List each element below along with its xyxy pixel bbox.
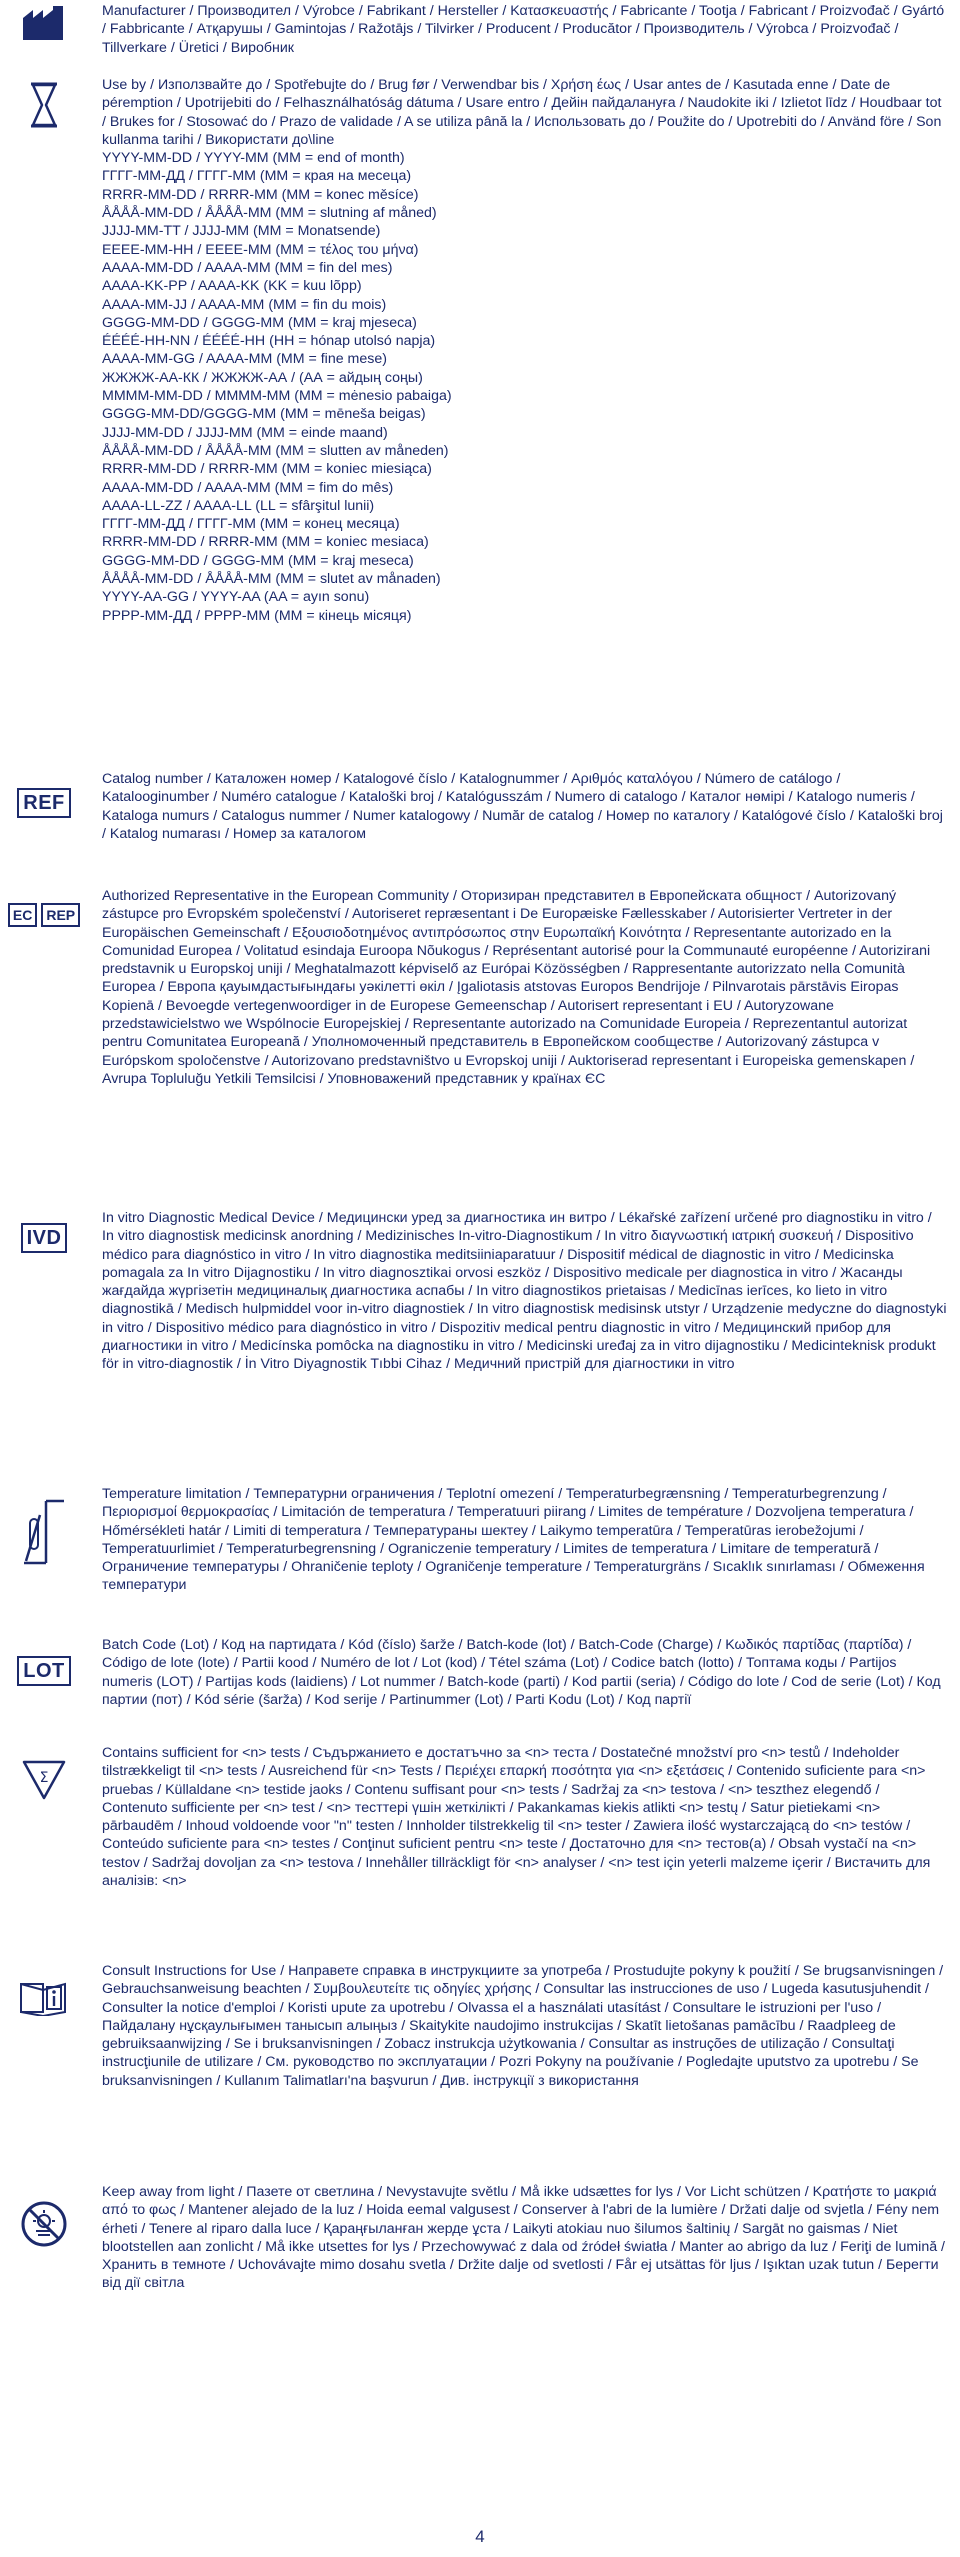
date-format-line: ЖЖЖЖ-АА-КК / ЖЖЖЖ-АА / (АА = айдың соңы)	[102, 369, 423, 386]
symbol-description: Authorized Representative in the European Community / Оторизиран представител в Европейската общност / Autorizovaný zástupce pro Evropském společenství / Autoriseret repræsentant i De Europæiske Fællesskaber / Autorisierter Vertreter in der Europäischen Gemeinschaft / Εξουσιοδοτημένος αντιπρόσωπος στην Ευρωπαϊκή Κοινότητα / Representante autorizado en la Comunidad Europea / Volitatud esindaja Euroopa Nõukogus / Représentant autorisé pour la Communauté européenne / Autorizirani predstavnik u Europskoj uniji / Meghatalmazott képviselő az Európai Közösségben / Rappresentante autorizzato nella Comunità Europea / Европа қауымдастығындағы уәкілетті өкіл / Įgaliotasis atstovas Europos Bendrijoje / Pilnvarotais pārstāvis Eiropas Kopienā / Bevoegde vertegenwoordiger in de Europese Gemeenschap / Autorisert representant i EU / Autoryzowane przedstawicielstwo we Wspólnocie Europejskiej / Representante autorizado na Comunidade Europeia / Reprezentantul autorizat pentru Comunitatea Europeană / Уполномоченный представитель в Европейском сообществе / Autorizovaný zástupca v Európskom spoločenstve / Autorizovano predstavništvo u Evropskoj uniji / Auktoriserad representant i Europeiska gemenskapen / Avrupa Topluluğu Yetkili Temsilcisi / Уповноважений представник у країнах ЄС	[102, 888, 931, 1087]
date-format-line: GGGG-MM-DD/GGGG-MM (MM = mēneša beigas)	[102, 406, 426, 423]
date-format-line: GGGG-MM-DD / GGGG-MM (MM = kraj meseca)	[102, 552, 414, 569]
ref-icon-cell	[14, 788, 74, 818]
ec-rep-icon	[8, 903, 80, 927]
ref-catalog-icon: REF	[17, 788, 71, 818]
symbol-description: Manufacturer / Производител / Výrobce / Fabrikant / Hersteller / Κατασκευαστής / Fabricante / Tootja / Fabricant / Proizvođač / Gyártó / Fabbricante / Атқарушы / Gamintojas / Ražotājs / Tilvirker / Producent / Producător / Производитель / Výrobca / Proizvođač / Tillverkare / Üretici / Виробник	[102, 3, 945, 56]
date-format-line: MMMM-MM-DD / MMMM-MM (MM = mėnesio pabaiga)	[102, 388, 452, 405]
date-format-line: JJJJ-MM-TT / JJJJ-MM (MM = Monatsende)	[102, 223, 381, 240]
date-format-line: RRRR-MM-DD / RRRR-MM (MM = koniec mesiaca)	[102, 534, 429, 551]
ivd-icon: IVD	[21, 1223, 68, 1253]
ec-label: EC	[8, 903, 37, 927]
symbol-description: Keep away from light / Пазете от светлина / Nevystavujte světlu / Må ikke udsættes for lys / Vor Licht schützen / Κρατήστε το μακριά από το φως / Mantener alejado de la luz / Hoida eemal valgusest / Conserver à l'abri de la lumière / Držati dalje od svjetla / Fény nem érheti / Tenere al riparo dalla luce / Қараңғыланған жерде ұста / Laikyti atokiau nuo šilumos šaltinių / Sargāt no gaismas / Niet blootstellen aan zonlicht / Må ikke utsettes for lys / Przechowywać z dala od źródeł światła / Manter ao abrigo da luz / Feriţi de lumină / Хранить в темноте / Uchovávajte mimo dosahu svetla / Držite dalje od svetlosti / Får ej utsättas för ljus / Işıktan uzak tutun / Берегти від дії світла	[102, 2184, 945, 2292]
contains-sufficient-sigma-icon	[14, 1758, 74, 1802]
symbol-description: Consult Instructions for Use / Направете справка в инструкциите за употреба / Prostudujte pokyny k použití / Se brugsanvisningen / Gebrauchsanweisung beachten / Συμβουλευτείτε τις οδηγίες χρήσης / Consultar las instrucciones de uso / Lugeda kasutusjuhendit / Consulter la notice d'emploi / Koristi upute za upotrebu / Olvassa el a használati utasítást / Consultare le istruzioni per l'uso / Пайдалану нұсқаулығымен танысып алыңыз / Skaitykite naudojimo instrukcijas / Skatīt lietošanas pamācību / Raadpleeg de gebruiksaanwijzing / Se i bruksanvisningen / Zobacz instrukcja użytkowania / Consultar as instruções de utilização / Consultaţi instrucţiunile de utilizare / См. руководство по эксплуатации / Pozri Pokyny na používanie / Pogledajte uputstvo za upotrebu / Se bruksanvisningen / Kullanım Talimatları'na başvurun / Див. інструкції з використання	[102, 1963, 944, 2089]
lot-icon-cell	[14, 1656, 74, 1686]
keep-away-from-light-icon	[14, 2199, 74, 2249]
date-format-line: RRRR-MM-DD / RRRR-MM (MM = koniec miesiąca)	[102, 461, 432, 478]
lot-icon: LOT	[17, 1656, 71, 1686]
symbol-description: Contains sufficient for <n> tests / Съдържанието е достатъчно за <n> теста / Dostatečné množství pro <n> testů / Indeholder tilstrækkeligt til <n> tests / Ausreichend für <n> Tests / Περιέχει επαρκή ποσότητα για <n> εξετάσεις / Contenido suficiente para <n> pruebas / Küllaldane <n> testide jaoks / Contenu suffisant pour <n> tests / Sadržaj za <n> testova / <n> teszthez elegendő / Contenuto sufficiente per <n> test / <n> тесттері үшін жеткілікті / Pakankamas kiekis atlikti <n> testų / Satur pietiekami <n> pārbaudēm / Inhoud voldoende voor "n" testen / Innholder tilstrekkelig til <n> tester / Zawiera ilość wystarczającą do <n> testów / Conteúdo suficiente para <n> testes / Conţinut suficient pentru <n> teste / Достаточно для <n> тестов(а) / Obsah vystačí na <n> testov / Sadržaj dovoljan za <n> testova / Innehåller tillräckligt för <n> analyser / <n> test için yeterli malzeme içerir / Вистачить для аналізів: <n>	[102, 1745, 931, 1890]
ivd-icon-cell	[14, 1223, 74, 1253]
date-format-line: YYYY-MM-DD / YYYY-MM (MM = end of month)	[102, 150, 405, 167]
svg-text:Σ: Σ	[39, 1770, 49, 1786]
symbol-description: In vitro Diagnostic Medical Device / Медицински уред за диагностика ин витро / Lékařské zařízení určené pro diagnostiku in vitro / In vitro diagnostisk medicinsk anordning / Medizinisches In-vitro-Diagnostikum / In vitro διαγνωστική ιατρική συσκευή / Dispositivo médico para diagnóstico in vitro / In vitro diagnostika meditsiiniaparatuur / Dispositif médical de diagnostic in vitro / Medicinska pomagala za In vitro Dijagnostiku / In vitro diagnosztikai orvosi eszköz / Dispositivo medicale per diagnostica in vitro / Жасанды жағдайда жүргізетін медициналық диагностика аспабы / In vitro diagnostikos prietaisas / Medicīnas ierīces, ko lieto in vitro diagnostikā / Medisch hulpmiddel voor in-vitro diagnostiek / In vitro diagnostisk medisinsk utstyr / Urządzenie medyczne do diagnostyki in vitro / Dispositivo médico para diagnóstico in vitro / Dispozitiv medical pentru diagnostic in vitro / Медицинский прибор для диагностики in vitro / Medicínska pomôcka na diagnostiku in vitro / Medicinski uređaj za in vitro dijagnostiku / Medicinteknisk produkt för in vitro-diagnostik / İn Vitro Diyagnostik Tıbbi Cihaz / Медичний пристрій для діагностики in vitro	[102, 1210, 947, 1373]
symbol-description: Catalog number / Каталожен номер / Katalogové číslo / Katalognummer / Αριθμός καταλόγου / Número de catálogo / Katalooginumber / Numéro catalogue / Kataloški broj / Katalógusszám / Numero di catalogo / Каталог нөмірі / Katalogo numeris / Kataloga numurs / Catalogus nummer / Numer katalogowy / Număr de catalog / Номер по каталогу / Katalógové číslo / Kataloški broj / Katalog numarası / Номер за каталогом	[102, 771, 943, 842]
date-format-line: ÅÅÅÅ-MM-DD / ÅÅÅÅ-MM (MM = slutet av månaden)	[102, 571, 441, 588]
rep-label: REP	[41, 903, 80, 927]
symbol-description: Temperature limitation / Температурни ограничения / Teplotní omezení / Temperaturbegrænsning / Temperaturbegrenzung / Περιορισμοί θερμοκρασίας / Limitación de temperatura / Temperatuuri piirang / Limites de température / Dozvoljena temperatura / Hőmérsékleti határ / Limiti di temperatura / Температураны шектеу / Laikymo temperatūra / Temperatūras ierobežojumi / Temperatuurlimiet / Temperaturbegrensning / Ograniczenie temperatury / Limites de temperatura / Limitare de temperatură / Ограничение температуры / Ohraničenie teploty / Ograničenje temperature / Temperaturgräns / Sıcaklık sınırlaması / Обмеження температури	[102, 1486, 925, 1594]
ec-rep-icon-cell	[14, 903, 74, 927]
date-format-line: RRRR-MM-DD / RRRR-MM (MM = konec měsíce)	[102, 186, 419, 203]
date-format-line: ГГГГ-ММ-ДД / ГГГГ-ММ (ММ = конец месяца)	[102, 516, 400, 533]
manufacturer-icon	[14, 4, 74, 42]
date-format-line: GGGG-MM-DD / GGGG-MM (MM = kraj mjeseca)	[102, 314, 417, 331]
date-format-line: РРРР-ММ-ДД / РРРР-ММ (ММ = кінець місяця)	[102, 607, 412, 624]
date-format-line: ÅÅÅÅ-MM-DD / ÅÅÅÅ-MM (MM = slutten av måneden)	[102, 442, 449, 459]
date-format-line: ГГГГ-ММ-ДД / ГГГГ-ММ (ММ = края на месеца)	[102, 168, 412, 185]
symbol-description: Batch Code (Lot) / Код на партидата / Kód (číslo) šarže / Batch-kode (lot) / Batch-Code (Charge) / Κωδικός παρτίδας (παρτίδα) / Código de lote (lote) / Partii kood / Numéro de lot / Lot (kod) / Tétel száma (Lot) / Codice batch (lotto) / Топтама коды / Partijos numeris (LOT) / Partijas kods (laidiens) / Lot nummer / Batch-kode (parti) / Kod partii (seria) / Código do lote / Cod de serie (Lot) / Код партии (пот) / Kód série (šarža) / Kod serije / Partinummer (Lot) / Parti Kodu (Lot) / Код партії	[102, 1637, 941, 1708]
date-format-line: ÉÉÉÉ-HH-NN / ÉÉÉÉ-HH (HH = hónap utolsó napja)	[102, 333, 436, 350]
date-format-line: ΕΕΕΕ-ΜΜ-ΗΗ / ΕΕΕΕ-ΜΜ (ΜΜ = τέλος του μήνα)	[102, 241, 419, 258]
date-format-line: AAAA-MM-DD / AAAA-MM (MM = fim do mês)	[102, 479, 394, 496]
temperature-limitation-icon	[14, 1495, 74, 1569]
date-format-line: AAAA-MM-GG / AAAA-MM (MM = fine mese)	[102, 351, 387, 368]
use-by-icon	[14, 82, 74, 128]
date-format-line: JJJJ-MM-DD / JJJJ-MM (MM = einde maand)	[102, 424, 388, 441]
date-format-line: ÅÅÅÅ-MM-DD / ÅÅÅÅ-MM (MM = slutning af måned)	[102, 205, 437, 222]
date-format-line: AAAA-MM-JJ / AAAA-MM (MM = fin du mois)	[102, 296, 387, 313]
date-format-line: AAAA-LL-ZZ / AAAA-LL (LL = sfârşitul lunii)	[102, 497, 375, 514]
page-number: 4	[475, 2527, 485, 2546]
date-format-line: AAAA-KK-PP / AAAA-KK (KK = kuu lõpp)	[102, 278, 362, 295]
date-format-line: YYYY-AA-GG / YYYY-AA (AA = ayın sonu)	[102, 589, 370, 606]
symbol-description: Use by / Използвайте до / Spotřebujte do / Brug før / Verwendbar bis / Χρήση έως / Usar antes de / Kasutada enne / Date de péremption / Upotrijebiti do / Felhasználhatóság dátuma / Usare entro / Дейін пайдалануға / Naudokite iki / Izlietot līdz / Houdbaar tot / Brukes for / Stosować do / Prazo de validade / A se utiliza până la / Использовать до / Použite do / Upotrebiti do / Använd före / Son kullanma tarihi / Використати до\line	[102, 77, 942, 148]
date-format-line: AAAA-MM-DD / AAAA-MM (MM = fin del mes)	[102, 259, 393, 276]
consult-instructions-icon	[14, 1978, 74, 2016]
